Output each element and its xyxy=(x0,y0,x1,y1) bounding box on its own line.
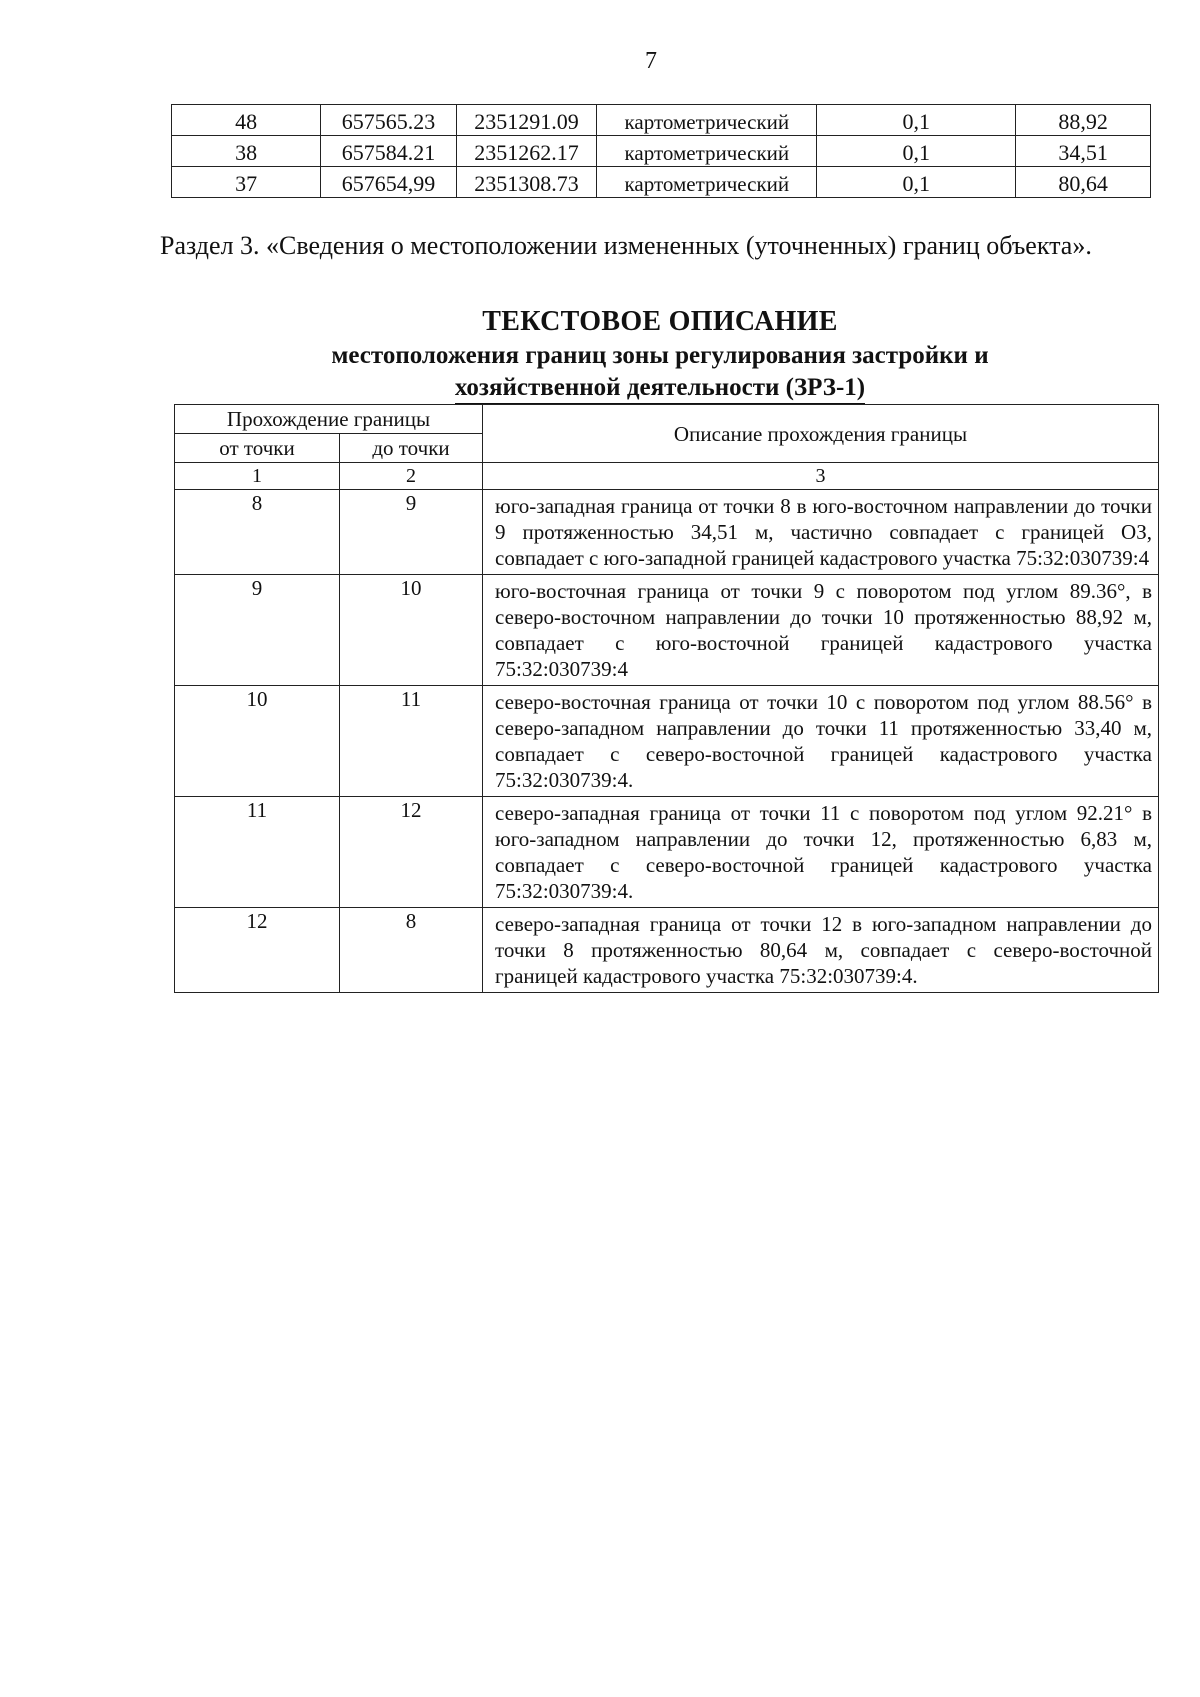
table-row xyxy=(175,490,1159,575)
method: картометрический xyxy=(597,105,817,136)
coordinates-table xyxy=(171,104,1151,198)
to-point: 9 xyxy=(340,490,483,575)
to-point: 12 xyxy=(340,797,483,908)
from-point: 9 xyxy=(175,575,340,686)
length: 80,64 xyxy=(1016,167,1151,198)
column-number: 2 xyxy=(340,463,483,490)
coord-x: 657565.23 xyxy=(321,105,456,136)
table-row xyxy=(172,167,1151,198)
to-point: 8 xyxy=(340,908,483,993)
table-row xyxy=(175,575,1159,686)
method: картометрический xyxy=(597,136,817,167)
page-number: 7 xyxy=(645,48,657,74)
column-number: 1 xyxy=(175,463,340,490)
length: 88,92 xyxy=(1016,105,1151,136)
document-title: ТЕКСТОВОЕ ОПИСАНИЕ xyxy=(482,306,838,337)
accuracy: 0,1 xyxy=(817,105,1016,136)
point-number: 48 xyxy=(172,105,321,136)
length: 34,51 xyxy=(1016,136,1151,167)
header-group: Прохождение границы xyxy=(175,405,483,434)
table-row xyxy=(172,136,1151,167)
accuracy: 0,1 xyxy=(817,136,1016,167)
method: картометрический xyxy=(597,167,817,198)
table-row xyxy=(175,908,1159,993)
point-number: 37 xyxy=(172,167,321,198)
from-point: 10 xyxy=(175,686,340,797)
header-from: от точки xyxy=(175,434,340,463)
header-row xyxy=(175,405,1159,434)
boundary-description: северо-западная граница от точки 11 с поворотом под углом 92.21° в юго-западном направлении до точки 12, протяженностью 6,83 м, совпадает с северо-восточной границей кадастрового участка 75:32:030739:4. xyxy=(483,797,1159,908)
accuracy: 0,1 xyxy=(817,167,1016,198)
from-point: 11 xyxy=(175,797,340,908)
boundary-description: северо-западная граница от точки 12 в юго-западном направлении до точки 8 протяженностью 80,64 м, совпадает с северо-восточной границей кадастрового участка 75:32:030739:4. xyxy=(483,908,1159,993)
header-to: до точки xyxy=(340,434,483,463)
table-row xyxy=(172,105,1151,136)
boundary-description-table xyxy=(174,404,1159,993)
point-number: 38 xyxy=(172,136,321,167)
document-subtitle xyxy=(160,340,1160,405)
coord-x: 657584.21 xyxy=(321,136,456,167)
table-row xyxy=(175,686,1159,797)
from-point: 12 xyxy=(175,908,340,993)
subtitle-line-1: местоположения границ зоны регулирования застройки и xyxy=(331,342,989,369)
subtitle-line-2: хозяйственной деятельности (ЗРЗ-1) xyxy=(455,373,865,405)
coord-y: 2351308.73 xyxy=(456,167,597,198)
column-number-row xyxy=(175,463,1159,490)
from-point: 8 xyxy=(175,490,340,575)
table-row xyxy=(175,797,1159,908)
to-point: 10 xyxy=(340,575,483,686)
column-number: 3 xyxy=(483,463,1159,490)
boundary-description: юго-восточная граница от точки 9 с поворотом под углом 89.36°, в северо-восточном направлении до точки 10 протяженностью 88,92 м, совпадает с юго-восточной границей кадастрового участка 75:32:030739:4 xyxy=(483,575,1159,686)
boundary-description: юго-западная граница от точки 8 в юго-восточном направлении до точки 9 протяженностью 34,51 м, частично совпадает с границей ОЗ, совпадает с юго-западной границей кадастрового участка 75:32:030739:4 xyxy=(483,490,1159,575)
boundary-description: северо-восточная граница от точки 10 с поворотом под углом 88.56° в северо-западном направлении до точки 11 протяженностью 33,40 м, совпадает с северо-восточной границей кадастрового участка 75:32:030739:4. xyxy=(483,686,1159,797)
section-heading: Раздел 3. «Сведения о местоположении измененных (уточненных) границ объекта». xyxy=(160,231,1092,260)
coord-y: 2351291.09 xyxy=(456,105,597,136)
coord-y: 2351262.17 xyxy=(456,136,597,167)
to-point: 11 xyxy=(340,686,483,797)
header-description: Описание прохождения границы xyxy=(483,405,1159,463)
coord-x: 657654,99 xyxy=(321,167,456,198)
